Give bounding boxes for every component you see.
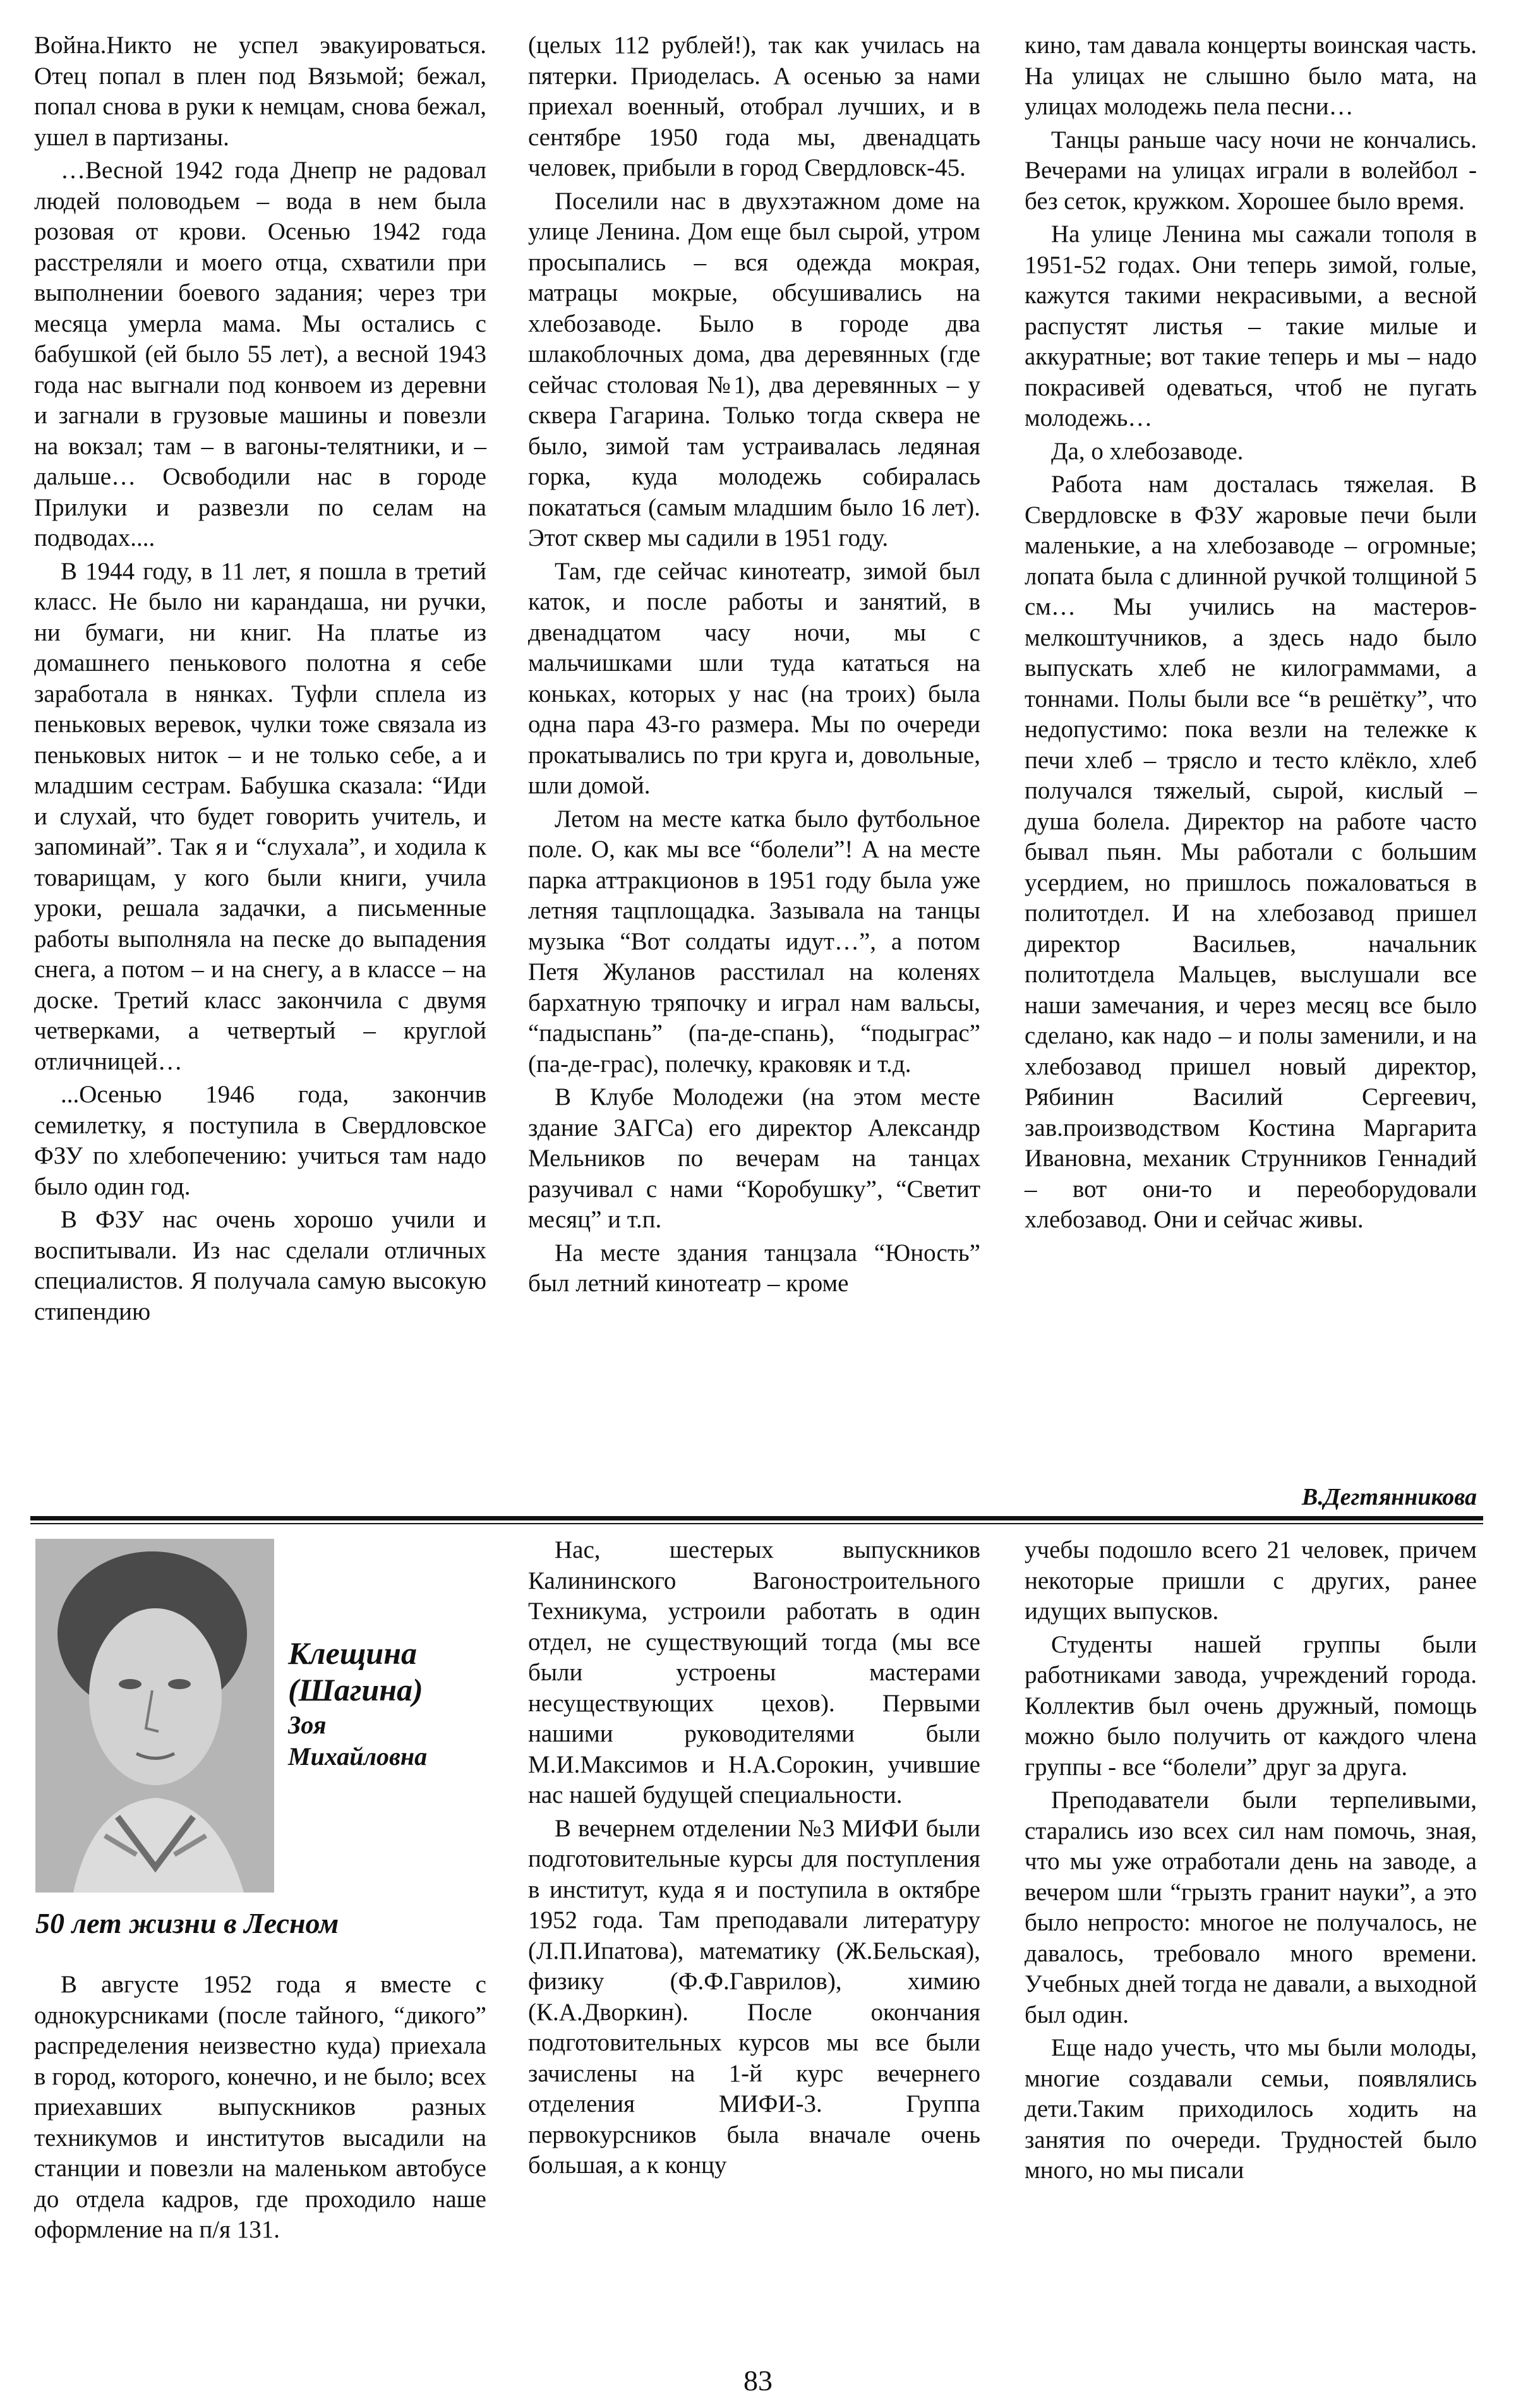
article1-column-2 [528,30,980,1302]
paragraph: На улице Ленина мы сажали тополя в 1951-52 годах. Они теперь зимой, голые, кажутся такими некрасивыми, а весной распустят листья – такие милые и аккуратные; вот такие теперь и мы – надо покрасивей одеваться, чтоб не пугать молодежь… [1025,220,1477,431]
paragraph: кино, там давала концерты воинская часть. На улицах не слышно было мата, на улицах молодежь пела песни… [1025,32,1477,120]
article1-column-1 [34,30,486,1330]
paragraph: Летом на месте катка было футбольное поле. О, как мы все “болели”! А на месте парка аттракционов в 1951 году была уже летняя тацплощадка. Зазывала на танцы музыка “Вот солдаты идут…”, а потом Петя Жуланов расстилал на коленях бархатную тряпочку и играл нам вальсы, “падыспань” (па-де-спань), “подыграс” (па-де-грас), полечку, краковяк и т.д. [528,805,980,1078]
author-given-name [288,1709,427,1773]
paragraph: В ФЗУ нас очень хорошо учили и воспитывали. Из нас сделали отличных специалистов. Я получала самую высокую стипендию [34,1206,486,1325]
paragraph: …Весной 1942 года Днепр не радовал людей половодьем – вода в нем была розовая от крови. Осенью 1942 года расстреляли и моего отца, схватили при выполнении боевого задания; через три месяца умерла мама. Мы остались с бабушкой (ей было 55 лет), а весной 1943 года нас выгнали под конвоем из деревни и загнали в грузовые машины и повезли на вокзал; там – в вагоны-телятники, и – дальше… Освободили нас в городе Прилуки и развезли по селам на подводах.... [34,157,486,551]
paragraph: Работа нам досталась тяжелая. В Свердловске в ФЗУ жаровые печи были маленькие, а на хлебозаводе – огромные; лопата была с длинной ручкой толщиной 5 см… Мы учились на мастеров-мелкоштучников, а здесь надо было выпускать хлеб не килограммами, а тоннами. Полы были все “в решётку”, что недопустимо: пока везли на тележке к печи хлеб – трясло и тесто клёкло, хлеб получался тяжелый, сырой, кислый – душа болела. Директор на работе часто бывал пьян. Мы работали с большим усердием, но пришлось пожаловаться в политотдел. И на хлебозавод пришел директор Васильев, начальник политотдела Мальцев, выслушали все наши замечания, и через месяц все было сделано, как надо – и полы заменили, и на хлебозавод пришел новый директор, Рябинин Василий Сергеевич, зав.производством Костина Маргарита Ивановна, механик Струнников Геннадий – вот они-то и переоборудовали хлебозавод. Они и сейчас живы. [1025,471,1477,1233]
paragraph: Там, где сейчас кинотеатр, зимой был каток, и после работы и занятий, в двенадцатом часу ночи, мы с мальчишками шли туда кататься на коньках, которых у нас (на троих) была одна пара 43-го размера. Мы по очереди прокатывались по три круга и, довольные, шли домой. [528,557,980,799]
paragraph: Нас, шестерых выпускников Калининского Вагоностроительного Техникума, устроили работать в один отдел, не существующий тогда (мы все были устроены мастерами несуществующих цехов). Первыми нашими руководителями были М.И.Максимов и Н.А.Сорокин, учившие нас нашей будущей специальности. [528,1536,980,1809]
author-maiden-name: (Шагина) [288,1672,423,1707]
paragraph: На месте здания танцзала “Юность” был летний кинотеатр – кроме [528,1239,980,1297]
paragraph: В августе 1952 года я вместе с однокурсниками (после тайного, “дикого” распределения неизвестно куда) приехала в город, которого, конечно, и не было; всех приехавших выпускников разных техникумов и институтов высадили на станции и повезли на маленьком автобусе до отдела кадров, где проходило наше оформление на п/я 131. [34,1971,486,2243]
paragraph: ...Осенью 1946 года, закончив семилетку, я поступила в Свердловское ФЗУ по хлебопечению: учиться там надо было один год. [34,1081,486,1200]
paragraph: В 1944 году, в 11 лет, я пошла в третий класс. Не было ни карандаша, ни ручки, ни бумаги, ни книг. На платье из домашнего пенькового полотна я себе заработала в нянках. Туфли сплела из пеньковых веревок, чулки тоже связала из пеньковых ниток – и не только себе, а и младшим сестрам. Бабушка сказала: “Иди и слухай, что будет говорить учитель, и запоминай”. Так я и “слухала”, и ходила к товарищам, у кого были книги, учила уроки, решала задачки, а письменные работы выполняла на песке до выпадения снега, а потом – и на снегу, а в классе – на доске. Третий класс закончила с двумя четверками, а четвертый – круглой отличницей… [34,557,486,1075]
author-signature: В.Дегтянникова [1301,1484,1477,1510]
paragraph: Еще надо учесть, что мы были молоды, многие создавали семьи, появлялись дети.Таким приходилось ходить на занятия по очереди. Трудностей было много, но мы писали [1025,2034,1477,2184]
paragraph: Война.Никто не успел эвакуироваться. Отец попал в плен под Вязьмой; бежал, попал снова в руки к немцам, снова бежал, ушел в партизаны. [34,32,486,151]
page-number: 83 [743,2364,773,2397]
paragraph: Поселили нас в двухэтажном доме на улице Ленина. Дом еще был сырой, утром просыпались – вся одежда мокрая, матрацы мокрые, обсушивались на хлебозаводе. Было в городе два шлакоблочных дома, два деревянных (где сейчас столовая №1), два деревянных – у сквера Гагарина. Только тогда сквера не было, зимой там устраивалась ледяная горка, куда молодежь собиралась покататься (самым младшим было 16 лет). Этот сквер мы садили в 1951 году. [528,187,980,551]
author-surname: Клещина [288,1635,417,1671]
author-first-name: Зоя [288,1711,327,1739]
divider-thick [30,1516,1483,1520]
author-name [288,1635,423,1708]
article2-column-2 [528,1535,980,2184]
author-photo [35,1539,274,1893]
article-heading: 50 лет жизни в Лесном [35,1907,339,1939]
article1-column-3 [1025,30,1477,1238]
paragraph: Преподаватели были терпеливыми, старались изо всех сил нам помочь, зная, что мы уже отработали день на заводе, а вечером шли “грызть гранит науки”, а это было непросто: многое не получалось, не давалось, требовало много времени. Учебных дней тогда не давали, а выходной был один. [1025,1786,1477,2028]
paragraph: Да, о хлебозаводе. [1051,437,1244,465]
paragraph: (целых 112 рублей!), так как училась на пятерки. Приоделась. А осенью за нами приехал военный, отобрал лучших, и в сентябре 1950 года мы, двенадцать человек, прибыли в город Свердловск-45. [528,32,980,181]
article2-column-1 [34,1970,486,2248]
author-patronymic: Михайловна [288,1742,428,1771]
paragraph: учебы подошло всего 21 человек, причем некоторые пришли с других, ранее идущих выпусков. [1025,1536,1477,1625]
paragraph: Студенты нашей группы были работниками завода, учреждений города. Коллектив был очень дружный, помощь можно было получить от каждого члена группы - все “болели” друг за друга. [1025,1630,1477,1781]
paragraph: В Клубе Молодежи (на этом месте здание ЗАГСа) его директор Александр Мельников по вечерам на танцах разучивал с нами “Коробушку”, “Светит месяц” и т.п. [528,1083,980,1233]
article2-column-3 [1025,1535,1477,2189]
divider-thin [30,1523,1483,1524]
paragraph: В вечернем отделении №3 МИФИ были подготовительные курсы для поступления в институт, куда я и поступила в октябре 1952 года. Там преподавали литературу (Л.П.Ипатова), математику (Ж.Бельская), физику (Ф.Ф.Гаврилов), химию (К.А.Дворкин). После окончания подготовительных курсов мы все были зачислены на 1-й курс вечернего отделения МИФИ-3. Группа первокурсников была вначале очень большая, а к концу [528,1814,980,2179]
paragraph: Танцы раньше часу ночи не кончались. Вечерами на улицах играли в волейбол - без сеток, кружком. Хорошее было время. [1025,126,1477,215]
